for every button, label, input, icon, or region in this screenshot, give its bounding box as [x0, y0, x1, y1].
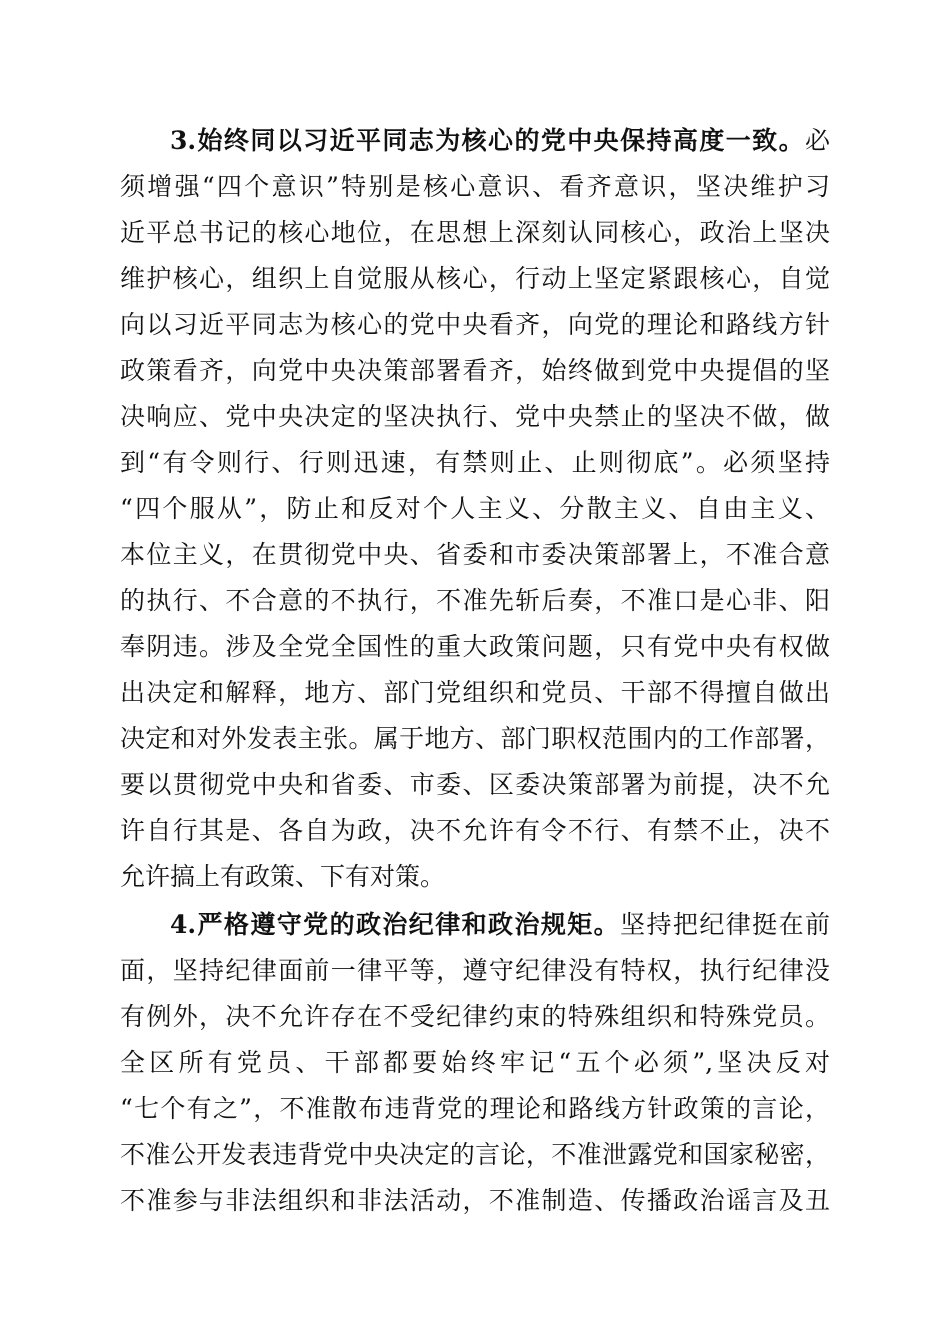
paragraph-4-text: 坚持把纪律挺在前	[620, 910, 830, 939]
paragraph-3-line-11: 的执行、不合意的不执行，不准先斩后奏，不准口是心非、阳	[120, 586, 830, 615]
paragraph-4-line-1	[170, 902, 830, 948]
paragraph-3-line-5: 向以习近平同志为核心的党中央看齐，向党的理论和路线方针	[120, 310, 830, 339]
paragraph-3-line-1	[170, 118, 830, 164]
paragraph-3-line-15: 要以贯彻党中央和省委、市委、区委决策部署为前提，决不允	[120, 770, 830, 799]
paragraph-3-line-3: 近平总书记的核心地位，在思想上深刻认同核心，政治上坚决	[120, 218, 830, 247]
paragraph-4-heading: 4.严格遵守党的政治纪律和政治规矩。	[170, 910, 621, 939]
paragraph-3-text: 必	[804, 126, 830, 155]
paragraph-4-line-7: 不准参与非法组织和非法活动，不准制造、传播政治谣言及丑	[120, 1186, 830, 1215]
paragraph-3-line-2: 须增强“四个意识”特别是核心意识、看齐意识，坚决维护习	[120, 172, 830, 201]
paragraph-3-line-10: 本位主义，在贯彻党中央、省委和市委决策部署上，不准合意	[120, 540, 830, 569]
paragraph-3-heading: 3.始终同以习近平同志为核心的党中央保持高度一致。	[170, 126, 805, 155]
paragraph-3-line-6: 政策看齐，向党中央决策部署看齐，始终做到党中央提倡的坚	[120, 356, 830, 385]
paragraph-4-line-4: 全区所有党员、干部都要始终牢记“五个必须”,坚决反对	[120, 1048, 830, 1077]
paragraph-4-line-3: 有例外，决不允许存在不受纪律约束的特殊组织和特殊党员。	[120, 1002, 830, 1031]
paragraph-3-line-16: 许自行其是、各自为政，决不允许有令不行、有禁不止，决不	[120, 816, 830, 845]
paragraph-3-line-13: 出决定和解释，地方、部门党组织和党员、干部不得擅自做出	[120, 678, 830, 707]
paragraph-3-line-9: “四个服从”，防止和反对个人主义、分散主义、自由主义、	[120, 494, 830, 523]
paragraph-3-line-4: 维护核心，组织上自觉服从核心，行动上坚定紧跟核心，自觉	[120, 264, 830, 293]
paragraph-3-line-17: 允许搞上有政策、下有对策。	[120, 862, 446, 891]
paragraph-3-line-7: 决响应、党中央决定的坚决执行、党中央禁止的坚决不做，做	[120, 402, 830, 431]
paragraph-4-line-5: “七个有之”，不准散布违背党的理论和路线方针政策的言论，	[120, 1094, 830, 1123]
paragraph-3-line-8: 到“有令则行、行则迅速，有禁则止、止则彻底”。必须坚持	[120, 448, 830, 477]
paragraph-3-line-12: 奉阴违。涉及全党全国性的重大政策问题，只有党中央有权做	[120, 632, 830, 661]
paragraph-4-line-2: 面，坚持纪律面前一律平等，遵守纪律没有特权，执行纪律没	[120, 956, 830, 985]
paragraph-3-line-14: 决定和对外发表主张。属于地方、部门职权范围内的工作部署，	[120, 724, 830, 753]
paragraph-4-line-6: 不准公开发表违背党中央决定的言论，不准泄露党和国家秘密，	[120, 1140, 830, 1169]
